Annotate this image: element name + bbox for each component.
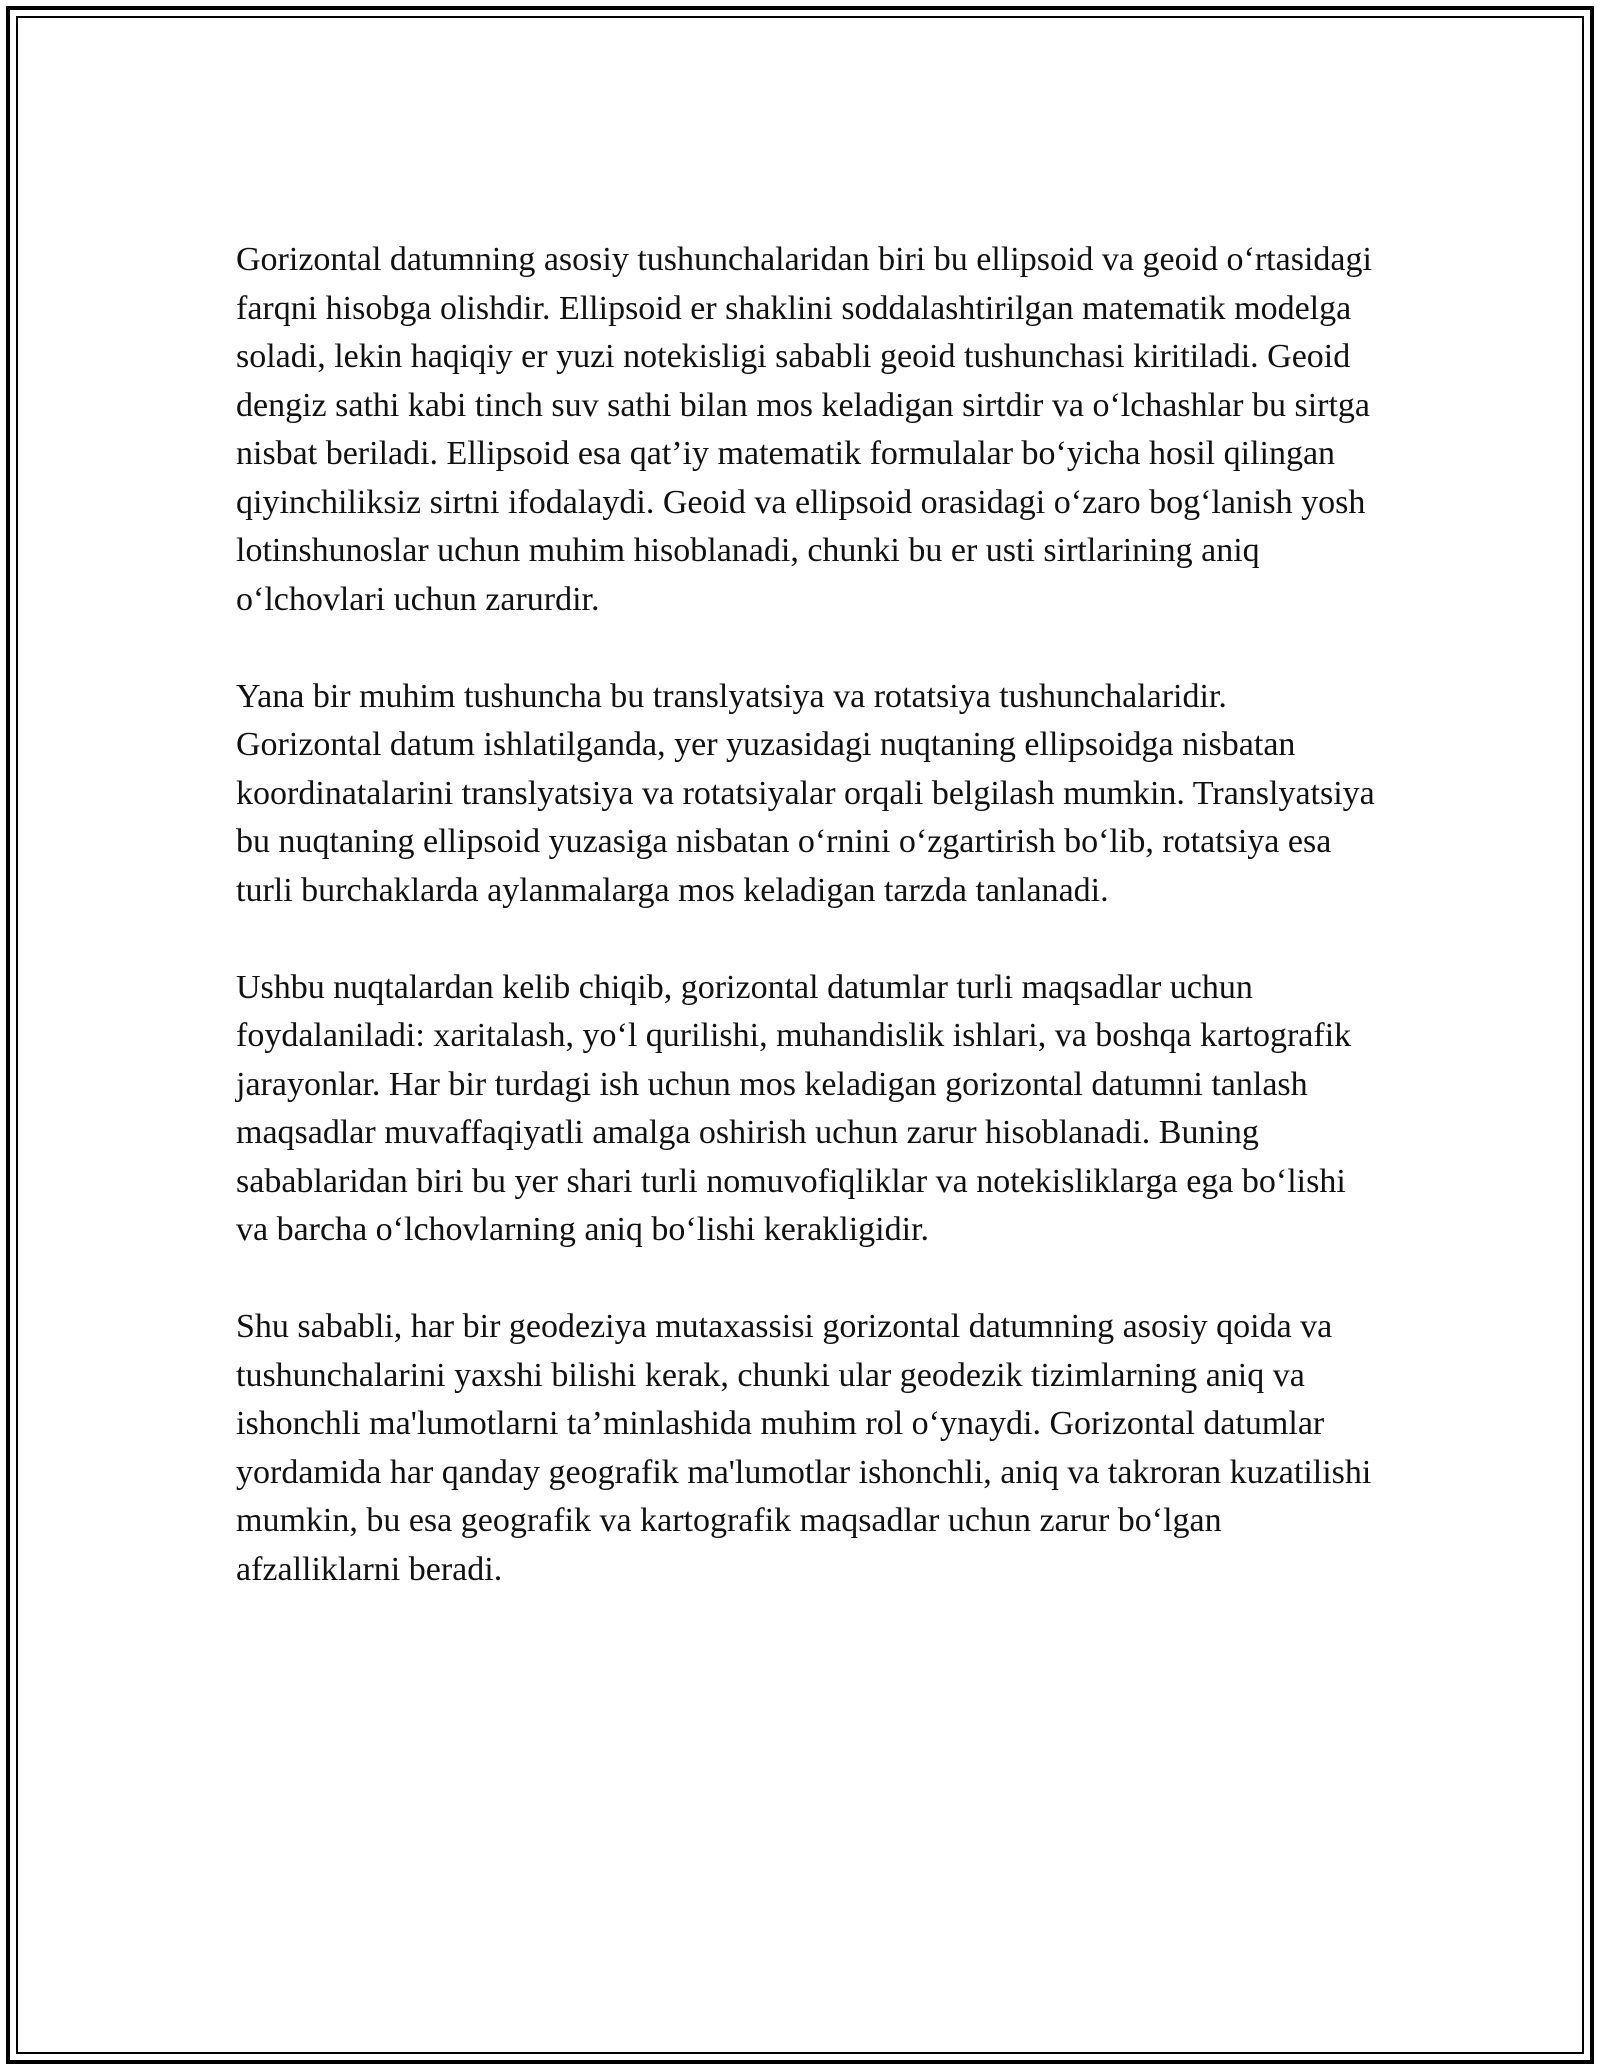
paragraph-4: Shu sababli, har bir geodeziya mutaxassisi gorizontal datumning asosiy qoida va tushunchalarini yaxshi bilishi kerak, chunki ular geodezik tizimlarning aniq va ishonchli ma'lumotlarni ta’minlashida muhim rol o‘ynaydi. Gorizontal datumlar yordamida har qanday geografik ma'lumotlar ishonchli, aniq va takroran kuzatilishi mumkin, bu esa geografik va kartografik maqsadlar uchun zarur bo‘lgan afzalliklarni beradi. xyxy=(236,1308,1372,1588)
paragraph-2: Yana bir muhim tushuncha bu translyatsiya va rotatsiya tushunchalaridir. Gorizontal datum ishlatilganda, yer yuzasidagi nuqtaning ellipsoidga nisbatan koordinatalarini translyatsiya va rotatsiyalar orqali belgilash mumkin. Translyatsiya bu nuqtaning ellipsoid yuzasiga nisbatan o‘rnini o‘zgartirish bo‘lib, rotatsiya esa turli burchaklarda aylanmalarga mos keladigan tarzda tanlanadi. xyxy=(236,677,1375,909)
paragraph-1: Gorizontal datumning asosiy tushunchalaridan biri bu ellipsoid va geoid o‘rtasidagi farqni hisobga olishdir. Ellipsoid er shaklini soddalashtirilgan matematik modelga soladi, lekin haqiqiy er yuzi notekisligi sababli geoid tushunchasi kiritiladi. Geoid dengiz sathi kabi tinch suv sathi bilan mos keladigan sirtdir va o‘lchashlar bu sirtga nisbat beriladi. Ellipsoid esa qat’iy matematik formulalar bo‘yicha hosil qilingan qiyinchiliksiz sirtni ifodalaydi. Geoid va ellipsoid orasidagi o‘zaro bog‘lanish yosh lotinshunoslar uchun muhim hisoblanadi, chunki bu er usti sirtlarining aniq o‘lchovlari uchun zarurdir. xyxy=(236,241,1372,618)
paragraph-3: Ushbu nuqtalardan kelib chiqib, gorizontal datumlar turli maqsadlar uchun foydalaniladi: xaritalash, yo‘l qurilishi, muhandislik ishlari, va boshqa kartografik jarayonlar. Har bir turdagi ish uchun mos keladigan gorizontal datumni tanlash maqsadlar muvaffaqiyatli amalga oshirish uchun zarur hisoblanadi. Buning sabablaridan biri bu yer shari turli nomuvofiqliklar va notekisliklarga ega bo‘lishi va barcha o‘lchovlarning aniq bo‘lishi kerakligidir. xyxy=(236,968,1352,1248)
document-body xyxy=(236,236,1376,1643)
